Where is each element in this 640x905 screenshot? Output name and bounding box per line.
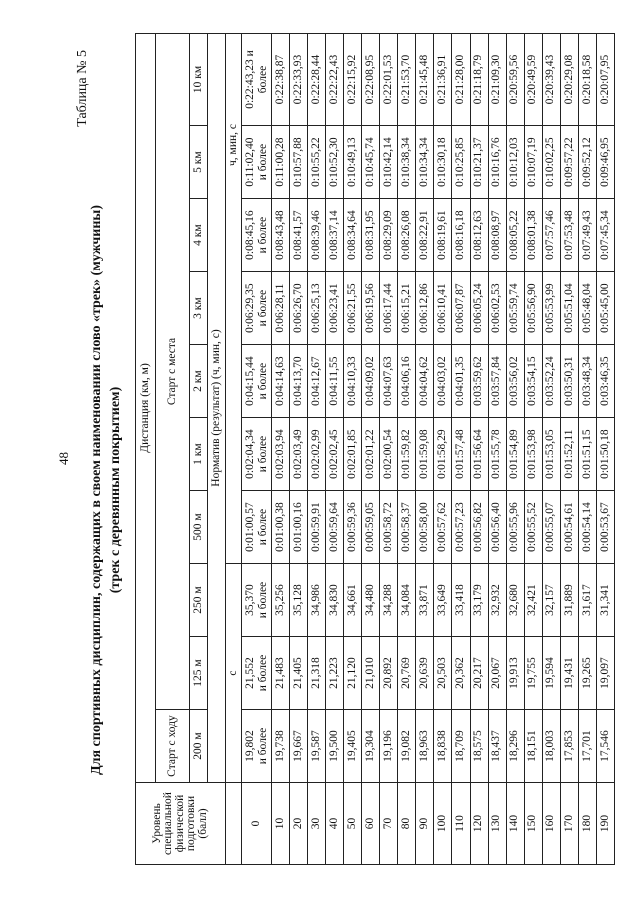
cell-value: 17,853: [560, 710, 578, 783]
cell-value: 0:00:55,07: [542, 491, 560, 564]
header-col-10km: 10 км: [190, 34, 208, 126]
cell-value: 0:08:37,14: [326, 199, 344, 272]
cell-value: 0:20:07,95: [596, 34, 614, 126]
cell-value: 0:03:57,84: [488, 345, 506, 418]
cell-value: 0:07:45,34: [596, 199, 614, 272]
cell-value: 0:06:02,53: [488, 272, 506, 345]
cell-value: 0:09:52,12: [578, 126, 596, 199]
cell-value: 33,179: [470, 564, 488, 637]
table-body: [242, 34, 615, 865]
cell-value: 0:01:50,18: [596, 418, 614, 491]
table-row: [326, 34, 344, 865]
cell-value: 0:08:08,97: [488, 199, 506, 272]
cell-level: 90: [416, 783, 434, 865]
cell-value: 34,084: [398, 564, 416, 637]
cell-value: 0:10:21,37: [470, 126, 488, 199]
cell-value: 0:04:14,63: [272, 345, 290, 418]
cell-value: 19,738: [272, 710, 290, 783]
header-col-3km: 3 км: [190, 272, 208, 345]
cell-value: 20,892: [380, 637, 398, 710]
cell-value: 21,405: [290, 637, 308, 710]
cell-value: 32,680: [506, 564, 524, 637]
cell-value: 0:02:03,49: [290, 418, 308, 491]
table-row: [308, 34, 326, 865]
table-caption: Для спортивных дисциплин, содержащих в своем наименовании слово «трек» (мужчины): [89, 205, 104, 776]
cell-value: 0:10:38,34: [398, 126, 416, 199]
cell-value: 20,769: [398, 637, 416, 710]
cell-value: 0:04:07,63: [380, 345, 398, 418]
cell-value: 0:08:12,63: [470, 199, 488, 272]
cell-level: 50: [344, 783, 362, 865]
cell-value: 0:01:57,48: [452, 418, 470, 491]
cell-value: 32,421: [524, 564, 542, 637]
cell-value: 0:10:07,19: [524, 126, 542, 199]
cell-value: 0:10:02,25: [542, 126, 560, 199]
cell-value: 0:00:54,61: [560, 491, 578, 564]
cell-value: 18,003: [542, 710, 560, 783]
cell-value: 0:06:19,56: [362, 272, 380, 345]
cell-value: 0:00:58,72: [380, 491, 398, 564]
cell-value: 0:10:52,30: [326, 126, 344, 199]
cell-value: 0:03:59,62: [470, 345, 488, 418]
cell-value: 0:00:57,62: [434, 491, 452, 564]
cell-value: 21,010: [362, 637, 380, 710]
cell-value: 19,265: [578, 637, 596, 710]
cell-level: 10: [272, 783, 290, 865]
cell-value: 0:08:19,61: [434, 199, 452, 272]
cell-value: 20,639: [416, 637, 434, 710]
table-row: [344, 34, 362, 865]
cell-value: 0:03:52,24: [542, 345, 560, 418]
cell-value: 0:03:50,31: [560, 345, 578, 418]
cell-value: 31,617: [578, 564, 596, 637]
cell-value: 0:22:43,23 и более: [242, 34, 272, 126]
cell-value: 34,986: [308, 564, 326, 637]
cell-value: 0:10:57,88: [290, 126, 308, 199]
cell-value: 0:00:58,37: [398, 491, 416, 564]
cell-value: 0:10:30,18: [434, 126, 452, 199]
cell-value: 0:00:55,52: [524, 491, 542, 564]
cell-value: 0:00:58,00: [416, 491, 434, 564]
header-col-2km: 2 км: [190, 345, 208, 418]
cell-value: 19,196: [380, 710, 398, 783]
cell-value: 20,503: [434, 637, 452, 710]
cell-value: 0:00:59,05: [362, 491, 380, 564]
cell-value: 0:06:21,55: [344, 272, 362, 345]
cell-level: 150: [524, 783, 542, 865]
cell-value: 0:02:02,45: [326, 418, 344, 491]
cell-level: 60: [362, 783, 380, 865]
header-col-5km: 5 км: [190, 126, 208, 199]
table-row: [272, 34, 290, 865]
cell-value: 0:07:53,48: [560, 199, 578, 272]
cell-value: 18,838: [434, 710, 452, 783]
cell-value: 0:22:01,53: [380, 34, 398, 126]
cell-value: 0:04:03,02: [434, 345, 452, 418]
cell-value: 0:01:59,08: [416, 418, 434, 491]
cell-value: 0:03:48,34: [578, 345, 596, 418]
table-row: [560, 34, 578, 865]
cell-value: 0:00:59,91: [308, 491, 326, 564]
cell-value: 33,871: [416, 564, 434, 637]
cell-value: 0:21:28,00: [452, 34, 470, 126]
header-unit-seconds: с: [226, 564, 242, 783]
cell-value: 0:04:13,70: [290, 345, 308, 418]
cell-value: 35,370 и более: [242, 564, 272, 637]
header-col-125m: 125 м: [190, 637, 208, 710]
cell-value: 0:02:01,22: [362, 418, 380, 491]
cell-value: 0:01:56,64: [470, 418, 488, 491]
cell-value: 17,701: [578, 710, 596, 783]
cell-value: 32,932: [488, 564, 506, 637]
cell-value: 34,830: [326, 564, 344, 637]
cell-value: 0:20:39,43: [542, 34, 560, 126]
cell-value: 0:00:53,67: [596, 491, 614, 564]
cell-value: 0:22:15,92: [344, 34, 362, 126]
cell-value: 0:08:05,22: [506, 199, 524, 272]
cell-value: 0:01:55,78: [488, 418, 506, 491]
cell-value: 0:02:03,94: [272, 418, 290, 491]
cell-level: 0: [242, 783, 272, 865]
cell-value: 0:01:54,89: [506, 418, 524, 491]
cell-level: 100: [434, 783, 452, 865]
cell-value: 0:01:00,16: [290, 491, 308, 564]
cell-value: 0:06:26,70: [290, 272, 308, 345]
cell-value: 0:22:38,87: [272, 34, 290, 126]
table-row: [488, 34, 506, 865]
table-row: [362, 34, 380, 865]
cell-value: 0:21:18,79: [470, 34, 488, 126]
cell-value: 0:10:49,13: [344, 126, 362, 199]
cell-value: 19,802 и более: [242, 710, 272, 783]
cell-value: 0:08:16,18: [452, 199, 470, 272]
cell-value: 0:04:15,44 и более: [242, 345, 272, 418]
header-distance: Дистанция (км, м): [136, 34, 156, 783]
cell-value: 19,594: [542, 637, 560, 710]
cell-value: 0:04:04,62: [416, 345, 434, 418]
cell-value: 0:06:23,41: [326, 272, 344, 345]
cell-value: 34,480: [362, 564, 380, 637]
cell-value: 19,431: [560, 637, 578, 710]
cell-value: 0:02:04,34 и более: [242, 418, 272, 491]
cell-value: 0:04:01,35: [452, 345, 470, 418]
table-row: [380, 34, 398, 865]
cell-value: 0:08:34,64: [344, 199, 362, 272]
cell-value: 20,067: [488, 637, 506, 710]
cell-value: 0:21:53,70: [398, 34, 416, 126]
cell-value: 0:22:28,44: [308, 34, 326, 126]
cell-value: 31,889: [560, 564, 578, 637]
cell-value: 0:05:59,74: [506, 272, 524, 345]
cell-value: 0:11:00,28: [272, 126, 290, 199]
cell-value: 0:06:12,86: [416, 272, 434, 345]
table-header: [136, 34, 242, 865]
cell-value: 0:01:58,29: [434, 418, 452, 491]
cell-value: 33,649: [434, 564, 452, 637]
cell-value: 0:08:41,57: [290, 199, 308, 272]
table-subcaption: (трек с деревянным покрытием): [108, 386, 123, 594]
cell-value: 0:05:51,04: [560, 272, 578, 345]
cell-level: 110: [452, 783, 470, 865]
cell-value: 0:08:26,08: [398, 199, 416, 272]
cell-value: 18,709: [452, 710, 470, 783]
cell-value: 0:08:29,09: [380, 199, 398, 272]
cell-value: 0:03:56,02: [506, 345, 524, 418]
cell-value: 19,082: [398, 710, 416, 783]
cell-value: 0:22:08,95: [362, 34, 380, 126]
cell-value: 0:05:56,90: [524, 272, 542, 345]
cell-value: 0:07:49,43: [578, 199, 596, 272]
table-row: [416, 34, 434, 865]
cell-value: 0:08:22,91: [416, 199, 434, 272]
cell-value: 0:10:42,14: [380, 126, 398, 199]
cell-value: 31,341: [596, 564, 614, 637]
cell-value: 0:03:46,35: [596, 345, 614, 418]
cell-value: 0:06:15,21: [398, 272, 416, 345]
table-row: [506, 34, 524, 865]
cell-level: 20: [290, 783, 308, 865]
cell-value: 0:20:29,08: [560, 34, 578, 126]
header-col-4km: 4 км: [190, 199, 208, 272]
cell-value: 0:20:18,58: [578, 34, 596, 126]
header-col-250m: 250 м: [190, 564, 208, 637]
cell-value: 0:01:00,57 и более: [242, 491, 272, 564]
cell-value: 0:00:56,40: [488, 491, 506, 564]
header-level: Уровень специальной физической подготовки (балл): [136, 783, 226, 865]
cell-value: 0:10:25,85: [452, 126, 470, 199]
cell-value: 0:20:59,56: [506, 34, 524, 126]
header-standing-start: Старт с места: [156, 34, 190, 710]
cell-value: 18,296: [506, 710, 524, 783]
cell-level: 140: [506, 783, 524, 865]
cell-value: 35,256: [272, 564, 290, 637]
cell-value: 0:00:54,14: [578, 491, 596, 564]
cell-value: 18,437: [488, 710, 506, 783]
cell-value: 0:08:31,95: [362, 199, 380, 272]
header-col-200m: 200 м: [190, 710, 208, 783]
cell-value: 33,418: [452, 564, 470, 637]
cell-value: 0:00:59,36: [344, 491, 362, 564]
cell-value: 0:08:43,48: [272, 199, 290, 272]
cell-value: 0:04:11,55: [326, 345, 344, 418]
cell-value: 19,304: [362, 710, 380, 783]
cell-value: 0:01:59,82: [398, 418, 416, 491]
header-norm: Норматив (результат) (ч, мин, с): [208, 34, 226, 783]
cell-value: 0:21:45,48: [416, 34, 434, 126]
table-row: [542, 34, 560, 865]
cell-value: 0:07:57,46: [542, 199, 560, 272]
cell-value: 34,661: [344, 564, 362, 637]
cell-level: 130: [488, 783, 506, 865]
cell-value: 34,288: [380, 564, 398, 637]
header-flying-start: Старт с ходу: [156, 710, 190, 783]
table-row-level-0: [242, 34, 272, 865]
cell-level: 40: [326, 783, 344, 865]
cell-value: 0:20:49,59: [524, 34, 542, 126]
cell-value: 0:01:53,98: [524, 418, 542, 491]
cell-value: 0:09:46,95: [596, 126, 614, 199]
cell-value: 0:22:22,43: [326, 34, 344, 126]
cell-value: 0:00:55,96: [506, 491, 524, 564]
cell-value: 19,755: [524, 637, 542, 710]
cell-value: 0:05:45,00: [596, 272, 614, 345]
cell-value: 35,128: [290, 564, 308, 637]
table-row: [578, 34, 596, 865]
header-col-1km: 1 км: [190, 418, 208, 491]
cell-value: 0:10:16,76: [488, 126, 506, 199]
cell-value: 0:21:09,30: [488, 34, 506, 126]
cell-value: 0:06:28,11: [272, 272, 290, 345]
cell-value: 21,318: [308, 637, 326, 710]
cell-value: 21,223: [326, 637, 344, 710]
cell-value: 0:08:45,16 и более: [242, 199, 272, 272]
cell-value: 0:00:57,23: [452, 491, 470, 564]
cell-value: 19,097: [596, 637, 614, 710]
cell-value: 0:06:10,41: [434, 272, 452, 345]
cell-value: 0:06:25,13: [308, 272, 326, 345]
cell-value: 0:10:45,74: [362, 126, 380, 199]
cell-level: 170: [560, 783, 578, 865]
cell-level: 180: [578, 783, 596, 865]
header-blank: [226, 783, 242, 865]
cell-value: 0:08:01,38: [524, 199, 542, 272]
cell-value: 0:03:54,15: [524, 345, 542, 418]
cell-value: 19,913: [506, 637, 524, 710]
cell-level: 160: [542, 783, 560, 865]
cell-value: 21,552 и более: [242, 637, 272, 710]
cell-value: 18,151: [524, 710, 542, 783]
cell-level: 190: [596, 783, 614, 865]
cell-value: 0:22:33,93: [290, 34, 308, 126]
cell-value: 17,546: [596, 710, 614, 783]
table-row: [470, 34, 488, 865]
cell-value: 0:08:39,46: [308, 199, 326, 272]
cell-value: 0:04:09,02: [362, 345, 380, 418]
cell-value: 0:11:02,40 и более: [242, 126, 272, 199]
cell-value: 0:10:34,34: [416, 126, 434, 199]
cell-value: 0:06:05,24: [470, 272, 488, 345]
cell-value: 0:00:59,64: [326, 491, 344, 564]
cell-value: 19,500: [326, 710, 344, 783]
cell-value: 20,217: [470, 637, 488, 710]
cell-value: 0:05:48,04: [578, 272, 596, 345]
header-unit-hms: ч, мин, с: [226, 34, 242, 564]
cell-level: 120: [470, 783, 488, 865]
cell-value: 18,575: [470, 710, 488, 783]
table-row: [596, 34, 614, 865]
cell-level: 30: [308, 783, 326, 865]
cell-value: 0:04:06,16: [398, 345, 416, 418]
table-row: [434, 34, 452, 865]
table-number: Таблица № 5: [75, 50, 90, 127]
cell-value: 0:05:53,99: [542, 272, 560, 345]
cell-value: 0:01:52,11: [560, 418, 578, 491]
cell-value: 0:04:10,33: [344, 345, 362, 418]
cell-value: 0:09:57,22: [560, 126, 578, 199]
cell-value: 0:10:55,22: [308, 126, 326, 199]
cell-value: 0:02:02,99: [308, 418, 326, 491]
cell-value: 0:00:56,82: [470, 491, 488, 564]
cell-value: 21,120: [344, 637, 362, 710]
table-row: [524, 34, 542, 865]
cell-value: 0:01:00,38: [272, 491, 290, 564]
cell-level: 80: [398, 783, 416, 865]
cell-value: 0:04:12,67: [308, 345, 326, 418]
table-row: [452, 34, 470, 865]
header-col-500m: 500 м: [190, 491, 208, 564]
cell-value: 0:06:29,35 и более: [242, 272, 272, 345]
cell-value: 21,483: [272, 637, 290, 710]
table-row: [290, 34, 308, 865]
cell-value: 19,667: [290, 710, 308, 783]
cell-value: 0:21:36,91: [434, 34, 452, 126]
page-number: 48: [56, 452, 71, 465]
cell-value: 18,963: [416, 710, 434, 783]
cell-value: 0:06:07,87: [452, 272, 470, 345]
cell-value: 20,362: [452, 637, 470, 710]
cell-value: 0:02:01,85: [344, 418, 362, 491]
table-row: [398, 34, 416, 865]
cell-value: 19,405: [344, 710, 362, 783]
cell-value: 0:02:00,54: [380, 418, 398, 491]
cell-value: 0:01:51,15: [578, 418, 596, 491]
cell-value: 0:01:53,05: [542, 418, 560, 491]
cell-value: 19,587: [308, 710, 326, 783]
cell-level: 70: [380, 783, 398, 865]
cell-value: 0:06:17,44: [380, 272, 398, 345]
norms-table: [135, 33, 615, 865]
cell-value: 32,157: [542, 564, 560, 637]
cell-value: 0:10:12,03: [506, 126, 524, 199]
